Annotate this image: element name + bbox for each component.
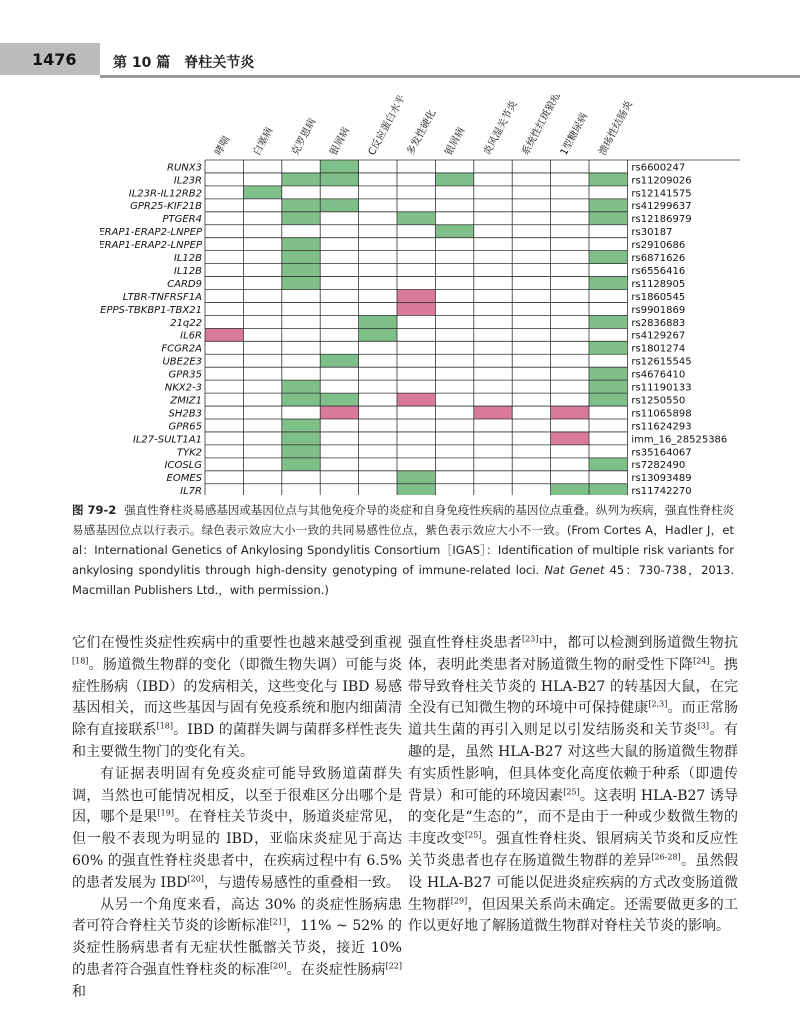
disease-header: 银屑病 xyxy=(328,125,353,158)
gene-label: EOMES xyxy=(166,473,202,485)
grid-cell xyxy=(320,173,358,186)
gene-label: PTGER4 xyxy=(162,214,202,226)
citation-ref: [29] xyxy=(450,895,468,905)
gene-label: SH2B3 xyxy=(168,408,202,420)
gene-label: GPR35 xyxy=(168,369,202,381)
grid-cell xyxy=(397,484,435,495)
page-header xyxy=(0,0,800,90)
grid-cell xyxy=(320,406,358,419)
citation-ref: [21] xyxy=(269,917,287,927)
text-run: 。在脊柱关节炎中，肠道炎症常见，但一般不表现为明显的 IBD，亚临床炎症见于高达 60% 的强直性脊柱炎患者中，在疾病过程中有 6.5% 的患者发展为 IBD xyxy=(72,809,403,891)
grid-cell xyxy=(282,251,320,264)
citation-ref: [26-28] xyxy=(651,852,681,862)
snp-label: rs11624293 xyxy=(631,421,692,433)
snp-label: rs11065898 xyxy=(631,408,692,420)
snp-label: rs6871626 xyxy=(631,253,686,264)
text-run: ，但因果关系尚未确定。还需要做更多的工作以更好地了解肠道微生物群对脊柱关节炎的影响。 xyxy=(408,896,739,935)
grid-cell xyxy=(282,212,320,225)
gene-overlap-figure xyxy=(100,95,740,499)
gene-label: UBE2E3 xyxy=(162,356,202,368)
body-paragraph xyxy=(72,764,402,895)
grid-cell xyxy=(282,380,320,393)
grid-cell xyxy=(320,393,358,406)
grid-cell xyxy=(397,393,435,406)
gene-label: IL12B xyxy=(173,265,202,277)
grid-cell xyxy=(589,251,627,264)
disease-header: 多发性硬化 xyxy=(405,108,439,158)
body-column-right xyxy=(408,633,738,938)
gene-label: FCGR2A xyxy=(161,343,202,355)
gene-label: 21q22 xyxy=(170,317,202,329)
citation-ref: [23] xyxy=(522,634,539,644)
snp-label: rs1860545 xyxy=(631,291,686,303)
text-run: 。在炎症性肠病 xyxy=(286,961,386,978)
citation-ref: [20] xyxy=(187,874,204,884)
snp-label: rs9901869 xyxy=(631,304,686,316)
text-run: 。携带导致脊柱关节炎的 HLA-B27 的转基因大鼠，在完全没有已知微生物的环境中可保持健康 xyxy=(408,656,739,717)
snp-label: rs41299637 xyxy=(631,201,692,213)
grid-cell xyxy=(589,484,627,495)
citation-ref: [3] xyxy=(697,721,710,731)
grid-cell xyxy=(435,225,473,238)
grid-cell xyxy=(589,173,627,186)
text-run: 。而正常肠道共生菌的再引入则足以引发结肠炎和关节炎 xyxy=(408,700,739,739)
snp-label: rs1128905 xyxy=(631,278,686,290)
grid-cell xyxy=(589,341,627,354)
snp-label: rs1250550 xyxy=(631,395,686,407)
grid-cell xyxy=(243,186,281,199)
gene-label: NKX2-3 xyxy=(164,382,202,394)
grid-cell xyxy=(282,199,320,212)
text-run: 有证据表明固有免疫炎症可能导致肠道菌群失调，当然也可能情况相反，以至于很难区分出哪个是因，哪个是果 xyxy=(72,765,402,826)
disease-header: 炎风湿关节炎 xyxy=(481,99,520,158)
gene-label: IL23R xyxy=(173,175,202,187)
gene-label: TYK2 xyxy=(176,447,202,459)
running-head: 第 10 篇 脊柱关节炎 xyxy=(113,55,255,71)
gene-overlap-grid xyxy=(100,95,740,495)
citation-ref: [22] xyxy=(385,961,403,971)
caption-label: 图 79-2 xyxy=(72,503,117,517)
gene-label: IL27-SULT1A1 xyxy=(132,434,202,446)
text-run: 。肠道微生物群的变化（即微生物失调）可能与炎症性肠病（IBD）的发病相关，这些变化与 IBD 易感基因相关，而这些基因与固有免疫系统和胞内细菌清除有直接联系 xyxy=(72,656,402,739)
snp-label: rs13093489 xyxy=(631,473,692,485)
grid-cell xyxy=(282,458,320,471)
grid-cell xyxy=(320,199,358,212)
caption-text: 强直性脊柱炎易感基因或基因位点与其他免疫介导的炎症和自身免疫性疾病的基因位点重叠。纵列为疾病，强直性脊柱炎易感基因位点以行表示。绿色表示效应大小一致的共同易感性位点，紫色表示效应大小不一致。(From Cortes A，Hadler J，et al：International Genetics of Ankylosing Spondylitis Consortium［IGAS］：Identification of multiple risk variants for ankylosing spondylitis through high-density genotyping of immune-related loci. xyxy=(72,503,734,577)
gene-label: ZMIZ1 xyxy=(170,395,202,407)
disease-header: C反应蛋白水平 xyxy=(366,95,408,158)
snp-label: rs7282490 xyxy=(631,460,686,472)
grid-cell xyxy=(282,419,320,432)
snp-label: rs1801274 xyxy=(631,343,686,355)
grid-cell xyxy=(282,264,320,277)
snp-label: rs35164067 xyxy=(631,447,692,459)
header-rule xyxy=(100,75,800,78)
text-run: 。IBD 的菌群失调与菌群多样性丧失和主要微生物门的变化有关。 xyxy=(72,722,402,760)
grid-cell xyxy=(397,471,435,484)
caption-text-end: 45：730-738，2013. Macmillan Publishers Ltd.，with permission.) xyxy=(72,563,735,597)
gene-label: IL6R xyxy=(180,330,202,342)
gene-label: IL7R xyxy=(180,486,202,495)
body-paragraph xyxy=(72,633,402,764)
text-run: 中，都可以检测到肠道微生物抗体，表明此类患者对肠道微生物的耐受性下降 xyxy=(408,635,739,673)
citation-ref: [20] xyxy=(270,961,287,971)
gene-label: IL23R-IL12RB2 xyxy=(128,188,202,200)
gene-label: CARD9 xyxy=(167,278,202,290)
gene-label: EPPS-TBKBP1-TBX21 xyxy=(100,304,202,316)
gene-label: ICOSLG xyxy=(164,460,202,472)
grid-cell xyxy=(205,328,243,341)
grid-cell xyxy=(282,445,320,458)
citation-ref: [18] xyxy=(72,656,89,666)
grid-cell xyxy=(551,432,589,445)
gene-label: GPR25-KIF21B xyxy=(130,201,202,213)
grid-cell xyxy=(359,315,397,328)
snp-label: rs4676410 xyxy=(631,369,686,381)
gene-label: LTBR-TNFRSF1A xyxy=(122,291,202,303)
disease-header: 1型糖尿病 xyxy=(558,111,591,158)
text-run: 。虽然假设 HLA-B27 可能以促进炎症疾病的方式改变肠道微生物群 xyxy=(408,852,739,913)
grid-cell xyxy=(397,212,435,225)
snp-label: imm_16_28525386 xyxy=(631,434,728,446)
grid-cell xyxy=(589,458,627,471)
grid-cell xyxy=(397,290,435,303)
grid-cell xyxy=(282,238,320,251)
page-number: 1476 xyxy=(32,50,77,69)
citation-ref: [25] xyxy=(465,830,482,840)
grid-cell xyxy=(551,484,589,495)
text-run: 。有趣的是，虽然 HLA-B27 对这些大鼠的肠道微生物群有实质性影响，但具体变化高度依赖于种系（即遗传背景）和可能的环境因素 xyxy=(408,722,738,804)
citation-ref: [24] xyxy=(693,656,710,666)
grid-cell xyxy=(397,302,435,315)
disease-header: 溃疡性结肠炎 xyxy=(597,99,636,158)
grid-cell xyxy=(589,212,627,225)
snp-label: rs11190133 xyxy=(631,382,692,394)
snp-label: rs6556416 xyxy=(631,265,686,277)
grid-cell xyxy=(282,393,320,406)
disease-header: 系统性红斑狼疮 xyxy=(520,95,563,158)
snp-label: rs2910686 xyxy=(631,240,686,252)
text-run: 。这表明 HLA-B27 诱导的变化是“生态的”，而不是由于一种或少数微生物的丰度改变 xyxy=(408,787,739,848)
snp-label: rs30187 xyxy=(631,227,673,239)
grid-cell xyxy=(589,199,627,212)
grid-cell xyxy=(589,315,627,328)
body-paragraph xyxy=(408,633,738,938)
text-run: 它们在慢性炎症性疾病中的重要性也越来越受到重视 xyxy=(72,635,402,651)
text-run: ，与遗传易感性的重叠相一致。 xyxy=(203,874,400,891)
grid-cell xyxy=(474,406,512,419)
figure-caption xyxy=(72,500,734,600)
snp-label: rs6600247 xyxy=(631,162,686,174)
text-run: 从另一个角度来看，高达 30% 的炎症性肠病患者可符合脊柱关节炎的诊断标准 xyxy=(72,896,402,935)
text-run: 。强直性脊柱炎、银屑病关节炎和反应性关节炎患者也存在肠道微生物群的差异 xyxy=(408,831,739,869)
citation-ref: [25] xyxy=(563,786,580,796)
grid-cell xyxy=(320,160,358,173)
snp-label: rs12615545 xyxy=(631,356,692,368)
body-column-left xyxy=(72,633,402,1004)
snp-label: rs11209026 xyxy=(631,175,692,187)
grid-cell xyxy=(589,367,627,380)
citation-ref: [19] xyxy=(157,808,174,818)
grid-cell xyxy=(282,432,320,445)
text-run: 和 xyxy=(72,983,86,1000)
grid-cell xyxy=(589,380,627,393)
grid-cell xyxy=(589,393,627,406)
disease-header: 克罗恩病 xyxy=(289,116,319,158)
gene-label: ERAP1-ERAP2-LNPEP xyxy=(100,240,202,252)
caption-journal: Nat Genet xyxy=(544,563,605,577)
disease-header: 哮喘 xyxy=(213,134,233,158)
body-paragraph xyxy=(72,895,402,1004)
gene-label: RUNX3 xyxy=(167,162,202,174)
grid-cell xyxy=(282,277,320,290)
grid-cell xyxy=(282,173,320,186)
grid-cell xyxy=(589,277,627,290)
grid-cell xyxy=(320,354,358,367)
snp-label: rs11742270 xyxy=(631,486,692,495)
citation-ref: [2,3] xyxy=(648,699,668,709)
gene-label: IL12B xyxy=(173,253,202,264)
grid-cell xyxy=(359,328,397,341)
text-run: ，11% ~ 52% 的炎症性肠病患者有无症状性骶髂关节炎，接近 10% 的患者符合强直性脊柱炎的标准 xyxy=(72,918,403,978)
gene-label: GPR65 xyxy=(168,421,202,433)
snp-label: rs12186979 xyxy=(631,214,692,226)
snp-label: rs12141575 xyxy=(631,188,692,200)
disease-header: 银屑病 xyxy=(443,125,468,158)
grid-cell xyxy=(435,173,473,186)
gene-label: ERAP1-ERAP2-LNPEP xyxy=(100,227,202,239)
snp-label: rs4129267 xyxy=(631,330,686,342)
citation-ref: [18] xyxy=(156,721,174,731)
snp-label: rs2836883 xyxy=(631,317,686,329)
disease-header: 白塞病 xyxy=(251,125,276,158)
grid-cell xyxy=(551,406,589,419)
text-run: 强直性脊柱炎患者 xyxy=(408,635,523,651)
